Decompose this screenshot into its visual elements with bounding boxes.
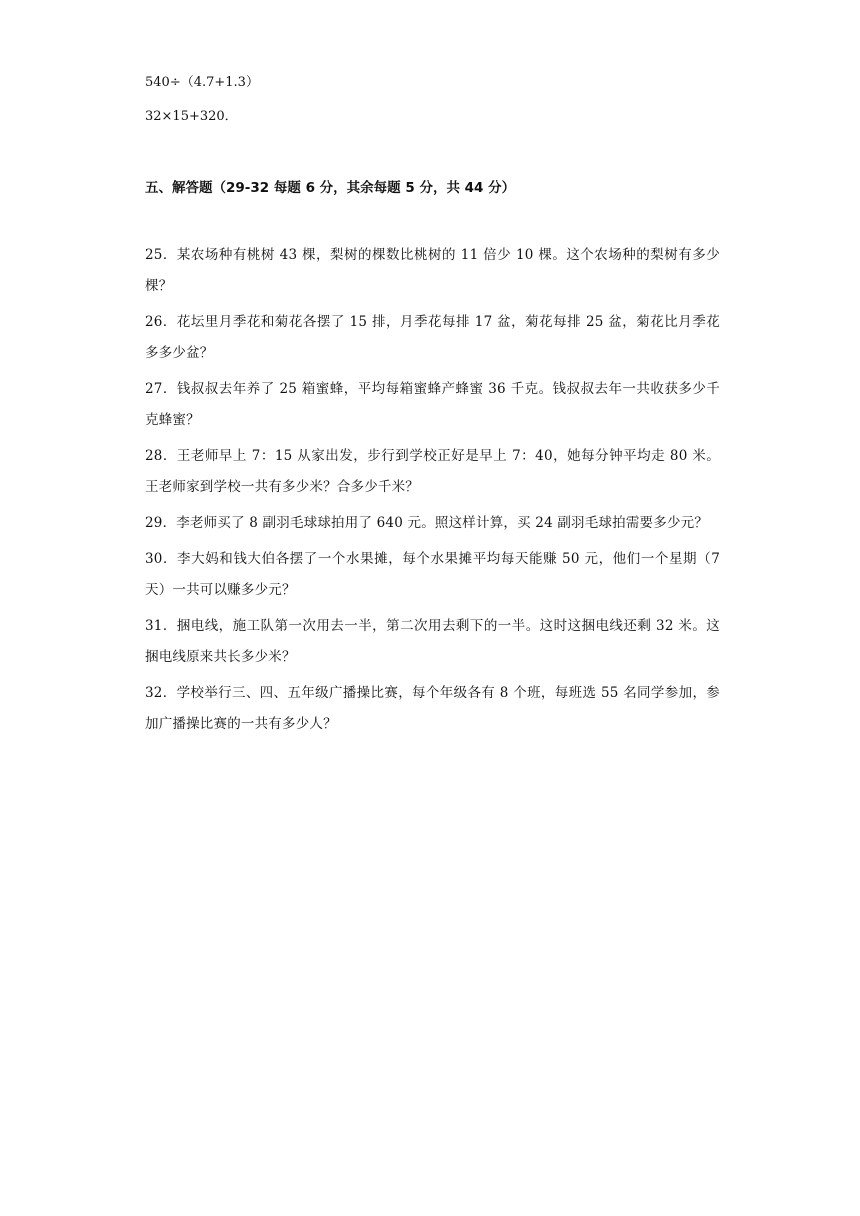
question-32: 32．学校举行三、四、五年级广播操比赛，每个年级各有 8 个班，每班选 55 名同学参加，参加广播操比赛的一共有多少人？: [145, 685, 720, 732]
question-26: 26．花坛里月季花和菊花各摆了 15 排，月季花每排 17 盆，菊花每排 25 盆，菊花比月季花多多少盆？: [145, 314, 720, 361]
section-title: 五、解答题（29-32 每题 6 分，其余每题 5 分，共 44 分）: [145, 180, 516, 196]
question-29: 29．李老师买了 8 副羽毛球球拍用了 640 元。照这样计算，买 24 副羽毛球拍需要多少元？: [145, 515, 709, 531]
calculation-1: 540÷（4.7+1.3）: [145, 75, 259, 90]
question-31: 31．捆电线，施工队第一次用去一半，第二次用去剩下的一半。这时这捆电线还剩 32 米。这捆电线原来共长多少米？: [145, 618, 720, 665]
question-30: 30．李大妈和钱大伯各摆了一个水果摊，每个水果摊平均每天能赚 50 元，他们一个星期（7 天）一共可以赚多少元？: [145, 551, 720, 598]
question-28: 28．王老师早上 7：15 从家出发，步行到学校正好是早上 7：40，她每分钟平均走 80 米。王老师家到学校一共有多少米？合多少千米？: [145, 448, 720, 495]
question-list: [145, 240, 720, 745]
calculation-2: 32×15+320．: [145, 109, 238, 124]
question-27: 27．钱叔叔去年养了 25 箱蜜蜂，平均每箱蜜蜂产蜂蜜 36 千克。钱叔叔去年一共收获多少千克蜂蜜？: [145, 381, 720, 428]
question-25: 25．某农场种有桃树 43 棵，梨树的棵数比桃树的 11 倍少 10 棵。这个农场种的梨树有多少棵？: [145, 247, 720, 294]
